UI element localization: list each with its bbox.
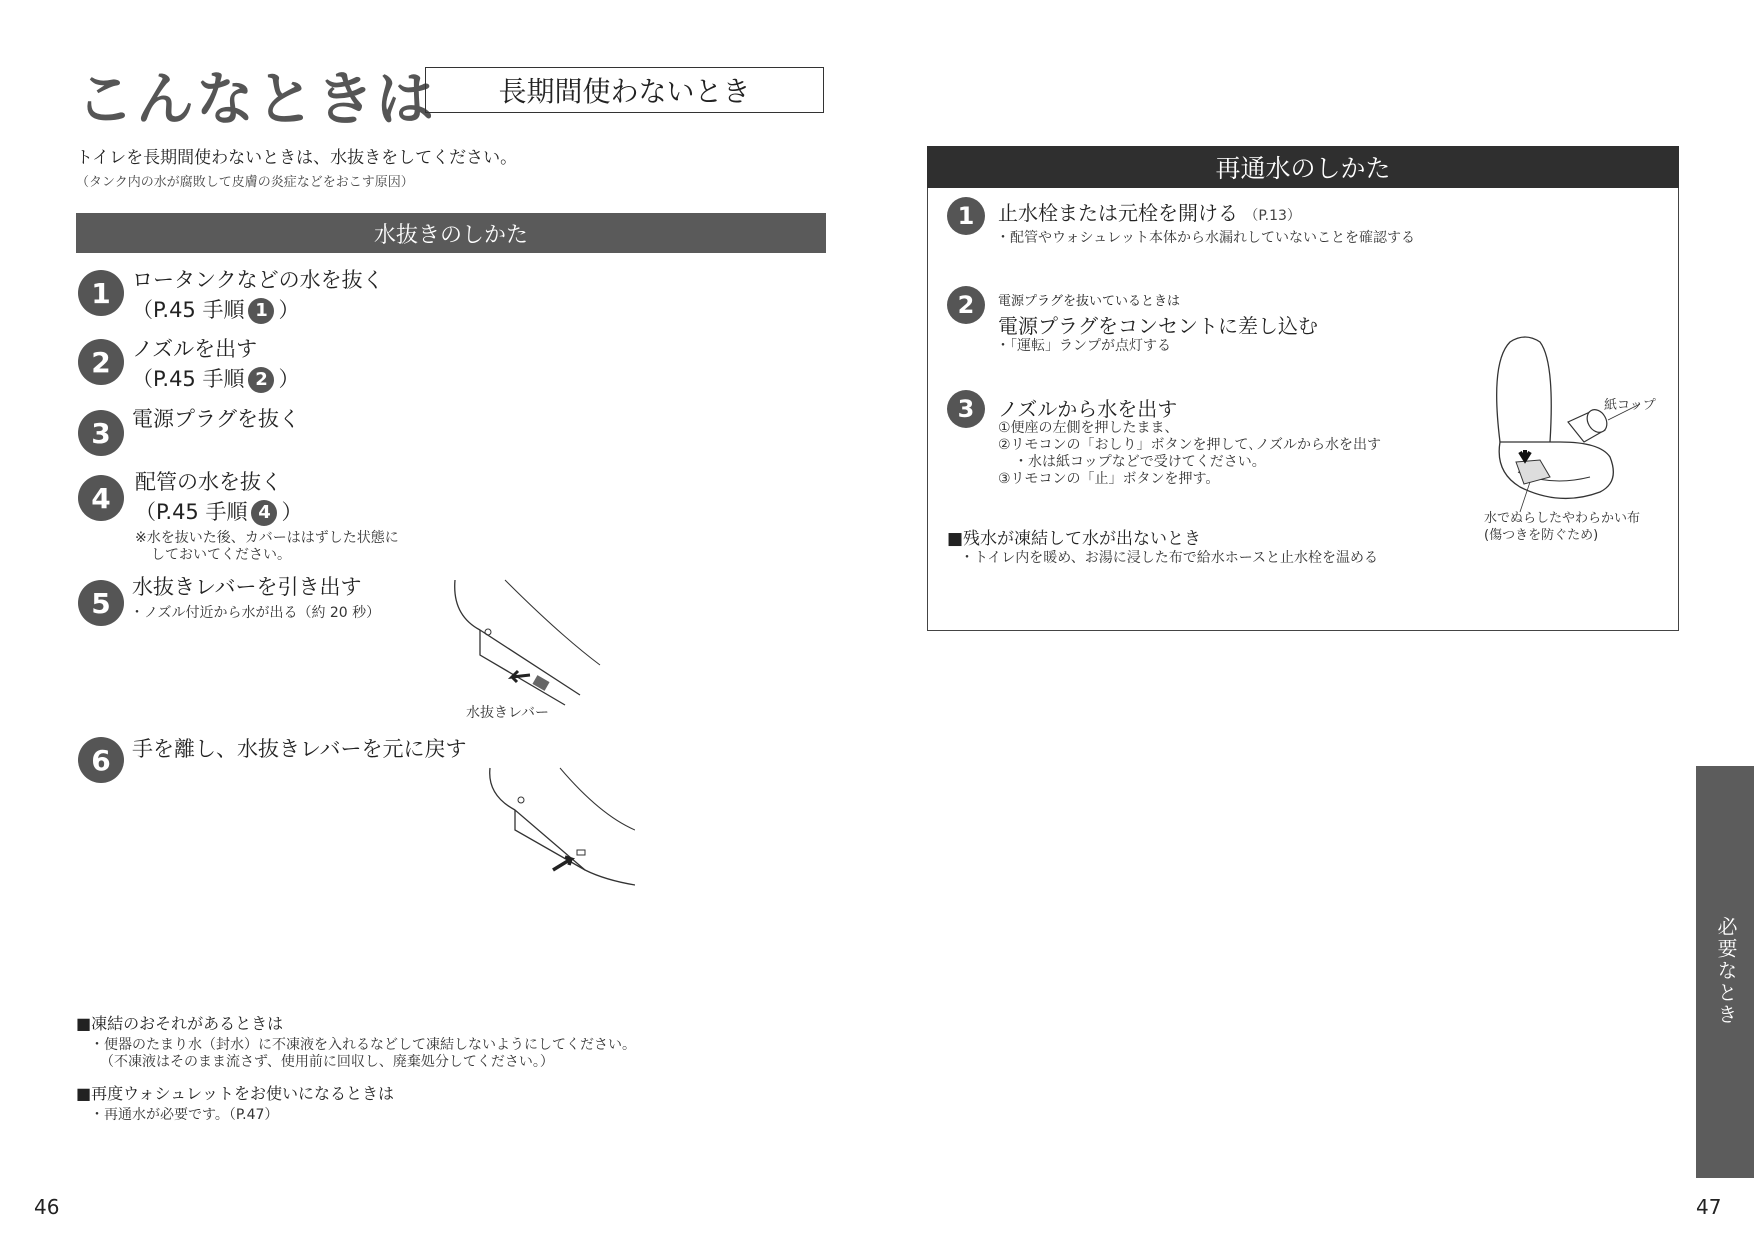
- intro-text: トイレを長期間使わないときは、水抜きをしてください。: [76, 148, 518, 168]
- ref-num-badge: 4: [251, 500, 277, 526]
- step-3-badge: 3: [78, 410, 124, 456]
- page-number-right: 47: [1696, 1195, 1722, 1219]
- refill-step-1-note: ・配管やウォシュレット本体から水漏れしていないことを確認する: [996, 230, 1416, 246]
- note-line: ・水は紙コップなどで受けてください。: [1014, 454, 1266, 470]
- note-line: しておいてください。: [151, 547, 291, 563]
- step-2-badge: 2: [78, 339, 124, 385]
- ref-open: （P.45 手順: [135, 500, 248, 524]
- step-5-badge: 5: [78, 580, 124, 626]
- refill-step-2-pre: 電源プラグを抜いているときは: [998, 294, 1181, 309]
- page-title: こんなときは: [76, 65, 437, 133]
- freeze-note-line-1: ・便器のたまり水（封水）に不凍液を入れるなどして凍結しないようにしてください。: [90, 1037, 636, 1053]
- refill-step-1-title: [998, 197, 1301, 226]
- ref-close: ）: [278, 367, 300, 391]
- freeze-note-heading: ■凍結のおそれがあるときは: [76, 1014, 284, 1033]
- drain-step-4-title: 配管の水を抜く: [135, 470, 282, 494]
- note-line: ②リモコンの「おしり」ボタンを押して､ノズルから水を出す: [998, 437, 1381, 453]
- drain-step-1-ref: [132, 295, 384, 325]
- ref-num-badge: 1: [248, 298, 274, 324]
- refill-step-2-title: 電源プラグをコンセントに差し込む: [998, 314, 1318, 338]
- drain-step-2-ref: [132, 364, 299, 394]
- drain-step-6-title: 手を離し、水抜きレバーを元に戻す: [132, 737, 467, 761]
- reuse-note-heading: ■再度ウォシュレットをお使いになるときは: [76, 1084, 394, 1103]
- drain-lever-pull-illustration: [450, 575, 610, 715]
- refill-step-1-text: 止水栓または元栓を開ける: [998, 201, 1238, 225]
- page-number-left: 46: [34, 1195, 60, 1219]
- drain-step-3-title: 電源プラグを抜く: [132, 407, 300, 431]
- frozen-line-1: ・トイレ内を暖め、お湯に浸した布で給水ホースと止水栓を温める: [960, 550, 1379, 566]
- refill-step-1-badge: 1: [947, 197, 985, 235]
- cloth-label-line-1: 水でぬらしたやわらかい布: [1484, 511, 1641, 526]
- refill-step-3-badge: 3: [947, 390, 985, 428]
- toilet-cup-illustration: [1480, 332, 1680, 522]
- refill-step-3-title: ノズルから水を出す: [998, 397, 1178, 421]
- drain-step-2-title: ノズルを出す: [132, 337, 258, 361]
- step-1-badge: 1: [78, 270, 124, 316]
- cloth-label-line-2: (傷つきを防ぐため): [1484, 528, 1599, 543]
- lever-label: 水抜きレバー: [466, 705, 550, 721]
- drain-step-5-note: ・ノズル付近から水が出る（約 20 秒）: [130, 605, 381, 621]
- freeze-note-line-2: （不凍液はそのまま流さず、使用前に回収し、廃棄処分してください。）: [100, 1054, 554, 1070]
- note-line: ③リモコンの「止」ボタンを押す。: [998, 471, 1220, 487]
- reuse-note-line-1: ・再通水が必要です。（P.47）: [90, 1107, 279, 1123]
- ref-open: （P.45 手順: [132, 367, 245, 391]
- cup-label: 紙コップ: [1604, 398, 1656, 413]
- refill-step-2-note: ・「運転」ランプが点灯する: [996, 338, 1171, 354]
- side-tab-label: 必要なとき: [1714, 916, 1738, 1026]
- drain-step-5-title: 水抜きレバーを引き出す: [132, 575, 362, 599]
- ref-close: ）: [278, 298, 300, 322]
- cloth-label: [1484, 510, 1640, 544]
- side-tab: [1696, 766, 1754, 1178]
- note-line: ※水を抜いた後、カバーははずした状態に: [135, 530, 399, 546]
- ref-num-badge: 2: [248, 367, 274, 393]
- drain-step-4: [135, 467, 302, 527]
- frozen-heading: ■残水が凍結して水が出ないとき: [947, 529, 1202, 549]
- ref-open: （P.45 手順: [132, 298, 245, 322]
- drain-step-1-title: ロータンクなどの水を抜く: [132, 268, 384, 292]
- section-subtitle-box: 長期間使わないとき: [425, 67, 824, 113]
- drain-step-4-note: [135, 530, 399, 564]
- drain-lever-return-illustration: [485, 765, 635, 890]
- drain-step-4-ref: [135, 497, 302, 527]
- intro-subtext: （タンク内の水が腐敗して皮膚の炎症などをおこす原因）: [76, 175, 414, 190]
- drain-step-2: [132, 334, 299, 394]
- step-4-badge: 4: [78, 475, 124, 521]
- drain-heading-bar: 水抜きのしかた: [76, 213, 826, 253]
- refill-step-1-ref: （P.13）: [1244, 208, 1301, 224]
- refill-heading-bar: 再通水のしかた: [927, 146, 1679, 188]
- refill-step-2-badge: 2: [947, 286, 985, 324]
- note-line: ①便座の左側を押したまま、: [998, 420, 1179, 436]
- drain-step-1: [132, 265, 384, 325]
- refill-step-3-notes: [998, 420, 1381, 488]
- ref-close: ）: [281, 500, 303, 524]
- step-6-badge: 6: [78, 737, 124, 783]
